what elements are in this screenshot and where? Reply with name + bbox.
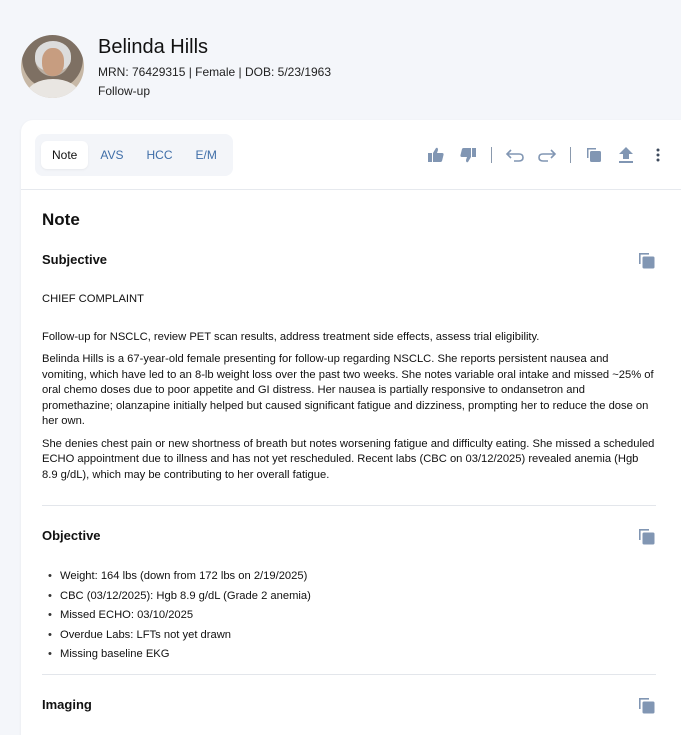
note-card [21,120,681,735]
list-item: • Missed ECHO: 03/10/2025 [42,609,656,621]
note-content [42,210,656,717]
imaging-header [42,697,656,717]
section-divider [42,505,656,506]
tab-hcc[interactable]: HCC [146,148,173,162]
patient-avatar [21,35,84,98]
note-tabs [35,134,233,176]
imaging-title: Imaging [42,697,92,713]
tab-avs[interactable]: AVS [100,148,124,162]
export-icon[interactable] [615,144,637,166]
chief-complaint-label: CHIEF COMPLAINT [42,293,144,305]
undo-icon[interactable] [504,144,526,166]
note-title: Note [42,210,80,229]
redo-icon[interactable] [536,144,558,166]
subjective-title: Subjective [42,252,108,267]
objective-title: Objective [42,528,101,543]
list-item: • Missing baseline EKG [42,648,656,660]
more-vertical-icon[interactable] [647,144,669,166]
thumbs-up-icon[interactable] [425,144,447,166]
list-item: • Weight: 164 lbs (down from 172 lbs on 2/19/2025) [42,570,656,582]
toolbar-actions [415,144,669,166]
copy-icon[interactable] [638,528,656,551]
section-divider [42,674,656,675]
objective-list [42,570,656,660]
toolbar-divider [570,147,571,163]
chief-complaint-text: Follow-up for NSCLC, review PET scan results, address treatment side effects, assess trial eligibility. [42,330,540,343]
subjective-header [42,252,656,272]
copy-icon[interactable] [583,144,605,166]
copy-icon[interactable] [638,697,656,720]
hpi-paragraph-2: She denies chest pain or new shortness of breath but notes worsening fatigue and difficulty eating. She missed a scheduled ECHO appointment due to illness and has not yet rescheduled. Recent labs (CBC on 03/12/2025) revealed anemia (Hgb 8.9 g/dL), which may be contributing to her overall fatigue. [42,437,655,481]
patient-name: Belinda Hills [98,36,209,58]
list-item: • CBC (03/12/2025): Hgb 8.9 g/dL (Grade 2 anemia) [42,590,656,602]
copy-icon[interactable] [638,252,656,275]
objective-header [42,528,656,548]
visit-type: Follow-up [98,84,151,98]
tab-note[interactable]: Note [41,141,88,169]
hpi-paragraph-1: Belinda Hills is a 67-year-old female presenting for follow-up regarding NSCLC. She reports persistent nausea and vomiting, which have led to an 8-lb weight loss over the past two weeks. She notes variable oral intake and missed ~25% of oral chemo doses due to poor appetite and GI distress. Her nausea is partially responsive to ondansetron and promethazine; olanzapine initially helped but caused significant fatigue and dizziness, prompting her to reduce the dose on her own. [42,353,654,427]
patient-header [21,35,661,101]
tab-em[interactable]: E/M [195,148,217,162]
list-item: • Overdue Labs: LFTs not yet drawn [42,629,656,641]
patient-meta: MRN: 76429315 | Female | DOB: 5/23/1963 [98,65,332,79]
thumbs-down-icon[interactable] [457,144,479,166]
toolbar-divider [491,147,492,163]
note-toolbar [21,120,681,190]
